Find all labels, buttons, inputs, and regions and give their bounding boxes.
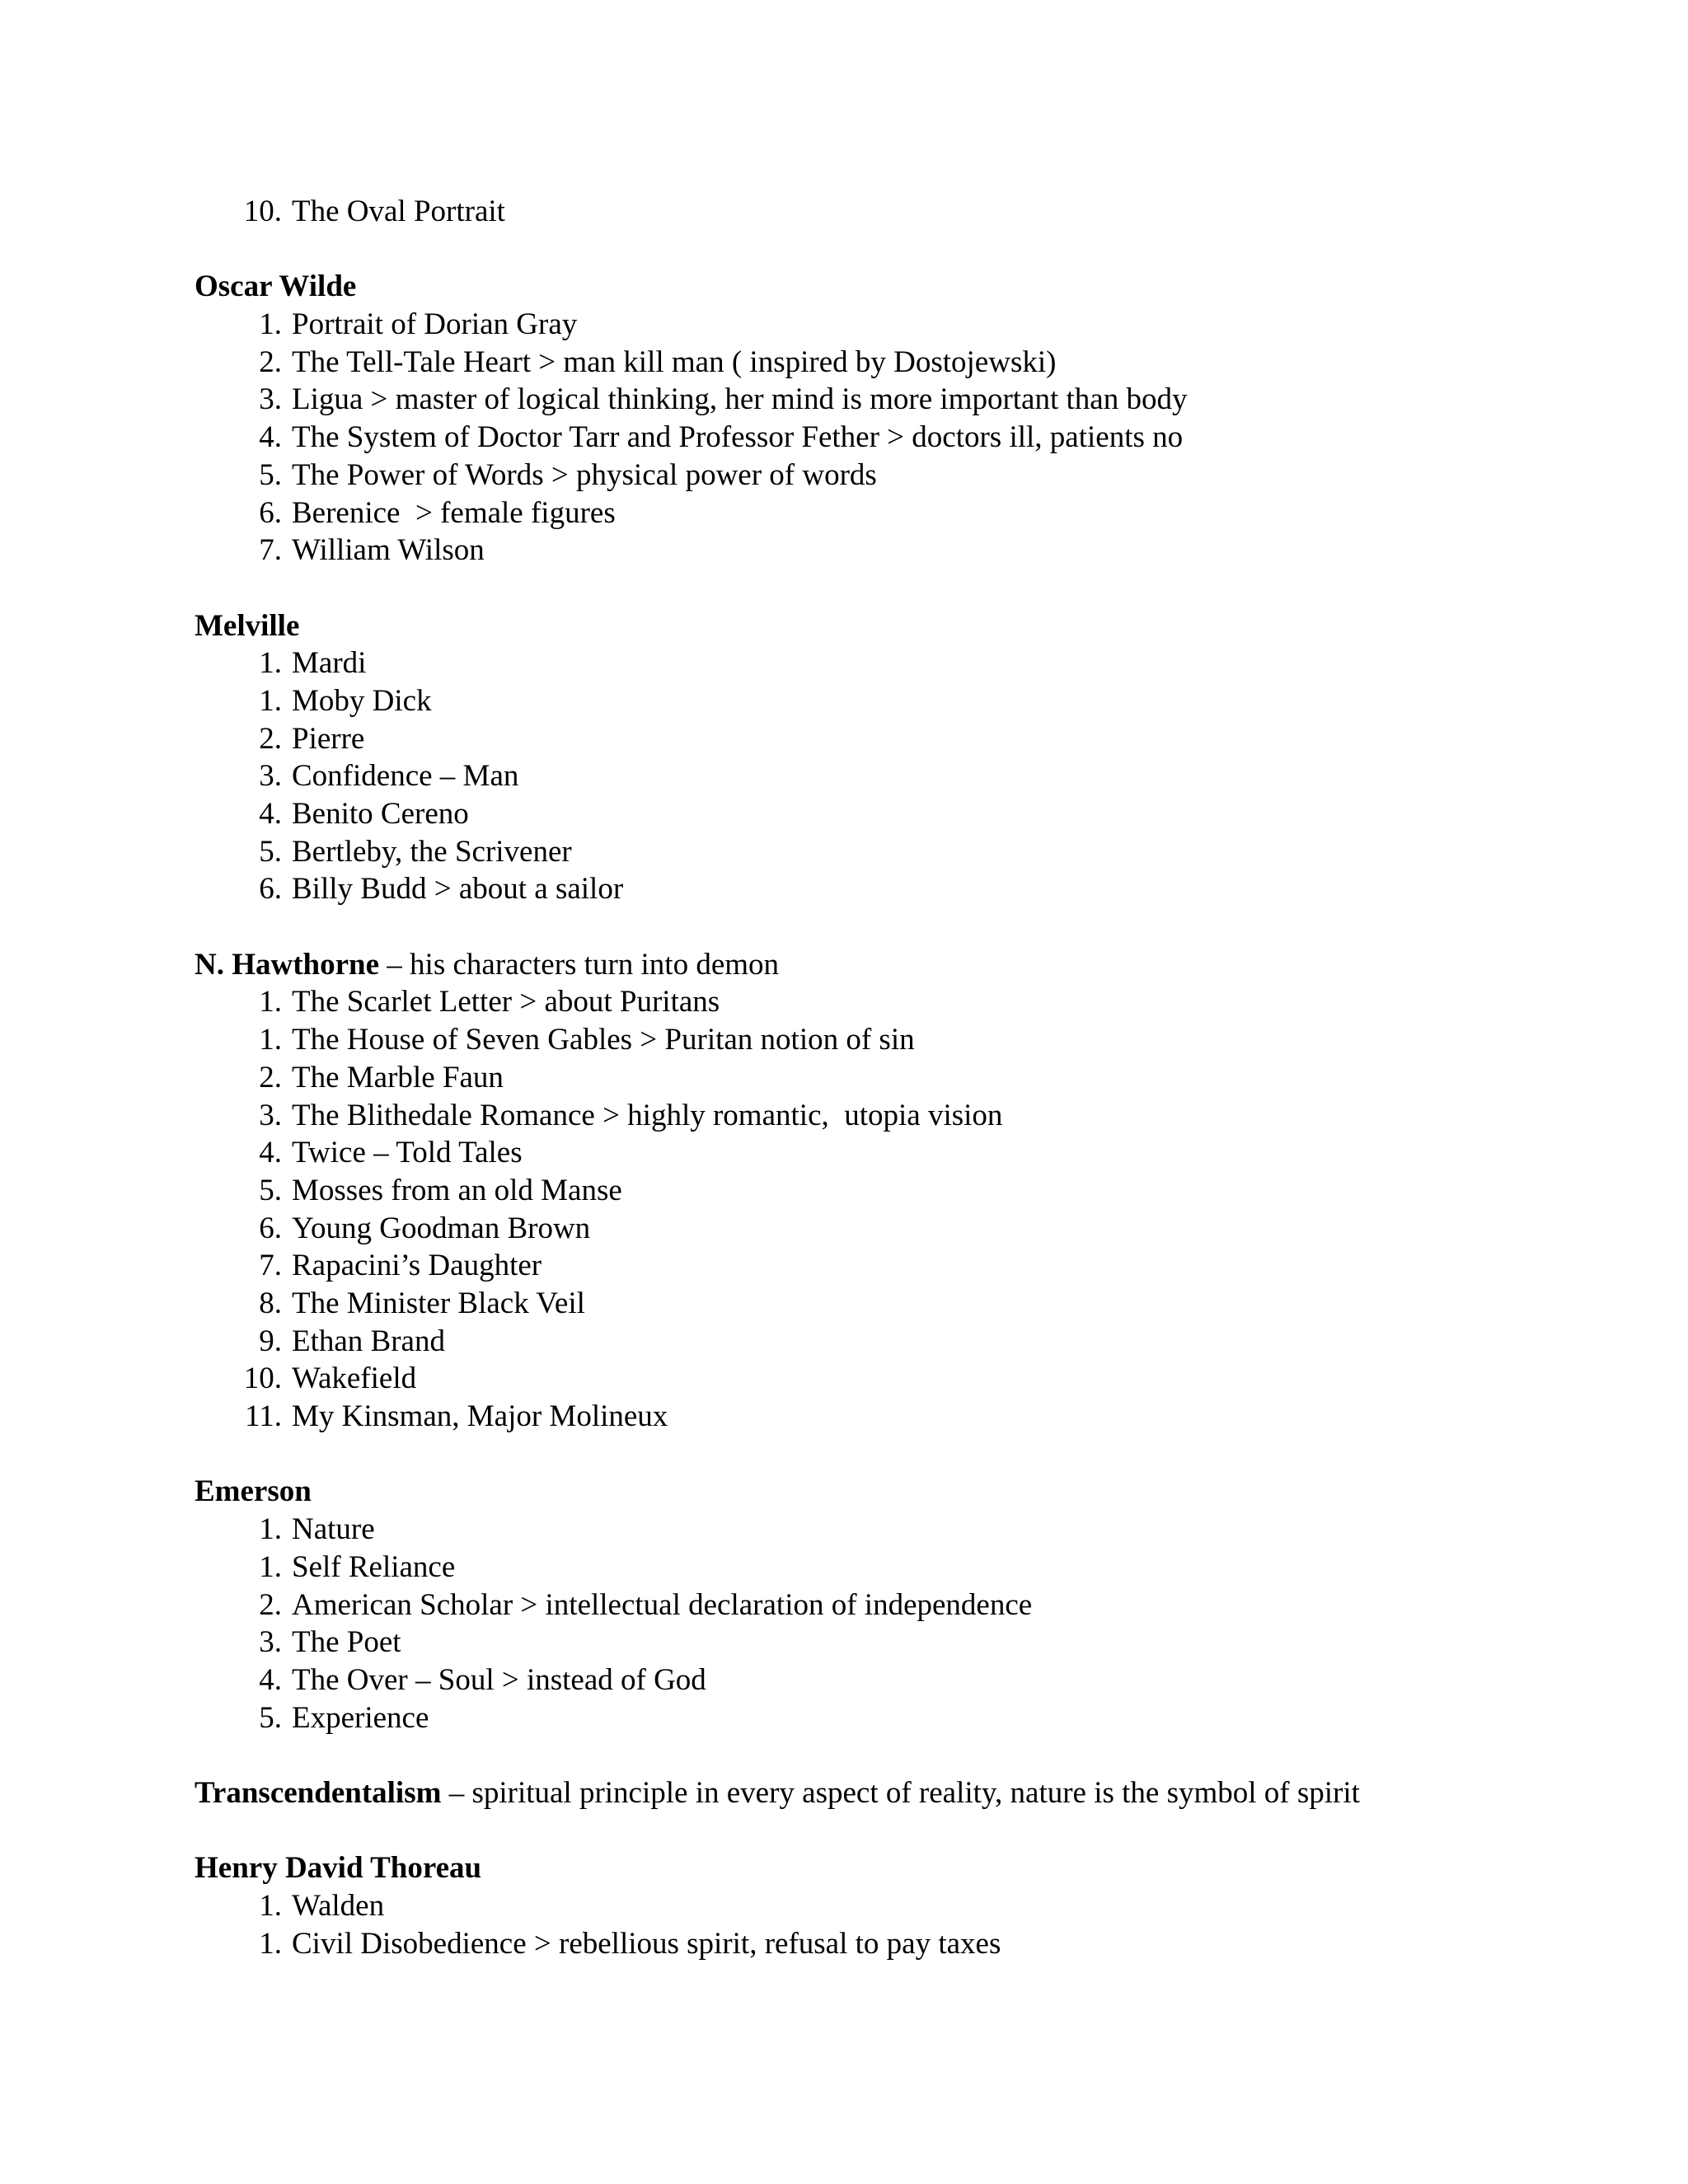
section-spacer	[195, 231, 1513, 269]
list-item-number: 4.	[259, 1662, 282, 1697]
list-item-text: The Minister Black Veil	[292, 1286, 585, 1320]
list-item-number: 3.	[259, 1098, 282, 1132]
list-item-text: Ligua > master of logical thinking, her mind is more important than body	[292, 382, 1188, 417]
list-item	[195, 757, 1513, 795]
list-item-text: Mardi	[292, 646, 367, 681]
list-item-text: My Kinsman, Major Molineux	[292, 1399, 668, 1434]
list-item-text: Portrait of Dorian Gray	[292, 307, 578, 342]
list-item-number: 3.	[259, 382, 282, 417]
list-item	[195, 419, 1513, 457]
list-item-number: 8.	[259, 1286, 282, 1320]
list-item-text: Ethan Brand	[292, 1324, 445, 1358]
section-heading-line	[195, 1849, 1513, 1887]
list-item	[195, 1887, 1513, 1925]
list-item-text: The System of Doctor Tarr and Professor Fether > doctors ill, patients no	[292, 420, 1184, 455]
list-item-number: 1.	[259, 1549, 282, 1584]
section-spacer	[195, 1812, 1513, 1850]
list-item-number: 6.	[259, 872, 282, 907]
list-item-text: The Oval Portrait	[292, 194, 505, 228]
section-heading: Oscar Wilde	[195, 269, 357, 304]
list-item-text: Experience	[292, 1700, 429, 1735]
list-item-number: 4.	[259, 420, 282, 455]
section-heading-line	[195, 1473, 1513, 1511]
section	[195, 1812, 1513, 1963]
list-item	[195, 306, 1513, 344]
list-item-text: Mosses from an old Manse	[292, 1173, 622, 1207]
list-item-text: Self Reliance	[292, 1549, 456, 1584]
list-item-number: 1.	[259, 1889, 282, 1924]
list-item-number: 2.	[259, 721, 282, 756]
section	[195, 193, 1513, 231]
section-heading: Melville	[195, 608, 300, 643]
list-item	[195, 1210, 1513, 1248]
list-item-text: Confidence – Man	[292, 759, 519, 794]
list-item-number: 1.	[259, 683, 282, 718]
section	[195, 908, 1513, 1436]
list-item-text: Twice – Told Tales	[292, 1136, 523, 1170]
list-item-text: Benito Cereno	[292, 797, 469, 832]
list-item-number: 1.	[259, 1023, 282, 1057]
section-heading: Emerson	[195, 1474, 312, 1509]
list-item-number: 11.	[245, 1399, 282, 1434]
list-item	[195, 795, 1513, 833]
list-item-number: 1.	[259, 985, 282, 1019]
section	[195, 1736, 1513, 1811]
list-item-text: Moby Dick	[292, 683, 432, 718]
list-item	[195, 682, 1513, 720]
list-item	[195, 381, 1513, 419]
list-item-number: 1.	[259, 1512, 282, 1547]
list-item	[195, 193, 1513, 231]
list-item-text: The Tell-Tale Heart > man kill man ( inspired by Dostojewski)	[292, 344, 1057, 379]
list-item-text: The Power of Words > physical power of words	[292, 457, 877, 492]
section-heading: Henry David Thoreau	[195, 1851, 482, 1886]
list-item-text: William Wilson	[292, 533, 485, 568]
section	[195, 569, 1513, 908]
list-item-text: Young Goodman Brown	[292, 1211, 591, 1245]
list-item	[195, 1586, 1513, 1624]
list-item	[195, 1097, 1513, 1135]
list-item-number: 10.	[243, 194, 282, 228]
list-item-number: 2.	[259, 1060, 282, 1094]
list-item-number: 6.	[259, 495, 282, 530]
list-item-number: 3.	[259, 759, 282, 794]
list-item	[195, 1021, 1513, 1059]
list-item	[195, 644, 1513, 682]
list-item-number: 5.	[259, 1173, 282, 1207]
section-note: – his characters turn into demon	[379, 947, 780, 982]
section-spacer	[195, 908, 1513, 946]
list-item	[195, 870, 1513, 908]
list-item	[195, 1134, 1513, 1172]
list-item-text: Rapacini’s Daughter	[292, 1249, 542, 1283]
list-item-text: Pierre	[292, 721, 365, 756]
list-item	[195, 833, 1513, 871]
list-item-number: 5.	[259, 457, 282, 492]
list-item	[195, 1511, 1513, 1549]
section-heading: Transcendentalism	[195, 1775, 442, 1810]
list-item-text: The House of Seven Gables > Puritan notion of sin	[292, 1023, 915, 1057]
list-item	[195, 1624, 1513, 1661]
section-note: – spiritual principle in every aspect of reality, nature is the symbol of spirit	[441, 1775, 1360, 1810]
list-item	[195, 1172, 1513, 1210]
list-item-number: 1.	[259, 307, 282, 342]
list-item	[195, 494, 1513, 532]
list-item-number: 7.	[259, 1249, 282, 1283]
section-spacer	[195, 1736, 1513, 1774]
list-item-number: 1.	[259, 646, 282, 681]
list-item	[195, 1247, 1513, 1285]
section-spacer	[195, 1436, 1513, 1474]
list-item-number: 4.	[259, 1136, 282, 1170]
list-item-text: Wakefield	[292, 1361, 417, 1396]
section-heading-line	[195, 268, 1513, 306]
list-item-text: The Marble Faun	[292, 1060, 504, 1094]
list-item	[195, 1661, 1513, 1699]
list-item-text: Civil Disobedience > rebellious spirit, refusal to pay taxes	[292, 1926, 1001, 1961]
section	[195, 1436, 1513, 1737]
section-heading: N. Hawthorne	[195, 947, 380, 982]
list-item-text: Nature	[292, 1512, 375, 1547]
list-item	[195, 1699, 1513, 1737]
list-item	[195, 1323, 1513, 1361]
list-item-text: The Over – Soul > instead of God	[292, 1662, 706, 1697]
list-item-number: 2.	[259, 344, 282, 379]
list-item	[195, 983, 1513, 1021]
document-body	[195, 193, 1513, 1962]
list-item	[195, 1285, 1513, 1323]
list-item-number: 5.	[259, 1700, 282, 1735]
section	[195, 231, 1513, 569]
section-heading-line	[195, 607, 1513, 645]
list-item	[195, 1925, 1513, 1963]
list-item-text: Walden	[292, 1889, 385, 1924]
list-item	[195, 1549, 1513, 1586]
list-item-text: Billy Budd > about a sailor	[292, 872, 624, 907]
list-item	[195, 457, 1513, 494]
list-item-text: Bertleby, the Scrivener	[292, 834, 572, 869]
list-item-number: 5.	[259, 834, 282, 869]
list-item	[195, 720, 1513, 758]
list-item	[195, 1398, 1513, 1436]
list-item	[195, 1059, 1513, 1097]
list-item-text: The Blithedale Romance > highly romantic, utopia vision	[292, 1098, 1003, 1132]
list-item	[195, 344, 1513, 382]
section-heading-line	[195, 1774, 1513, 1812]
list-item-number: 7.	[259, 533, 282, 568]
list-item	[195, 1360, 1513, 1398]
list-item-text: The Poet	[292, 1625, 401, 1660]
list-item-text: Berenice > female figures	[292, 495, 616, 530]
list-item-number: 3.	[259, 1625, 282, 1660]
list-item-number: 1.	[259, 1926, 282, 1961]
section-heading-line	[195, 946, 1513, 984]
list-item-number: 6.	[259, 1211, 282, 1245]
list-item-text: The Scarlet Letter > about Puritans	[292, 985, 720, 1019]
list-item-number: 9.	[259, 1324, 282, 1358]
section-spacer	[195, 569, 1513, 607]
list-item-number: 4.	[259, 797, 282, 832]
list-item-number: 2.	[259, 1587, 282, 1622]
list-item-text: American Scholar > intellectual declaration of independence	[292, 1587, 1033, 1622]
list-item-number: 10.	[243, 1361, 282, 1396]
list-item	[195, 532, 1513, 569]
